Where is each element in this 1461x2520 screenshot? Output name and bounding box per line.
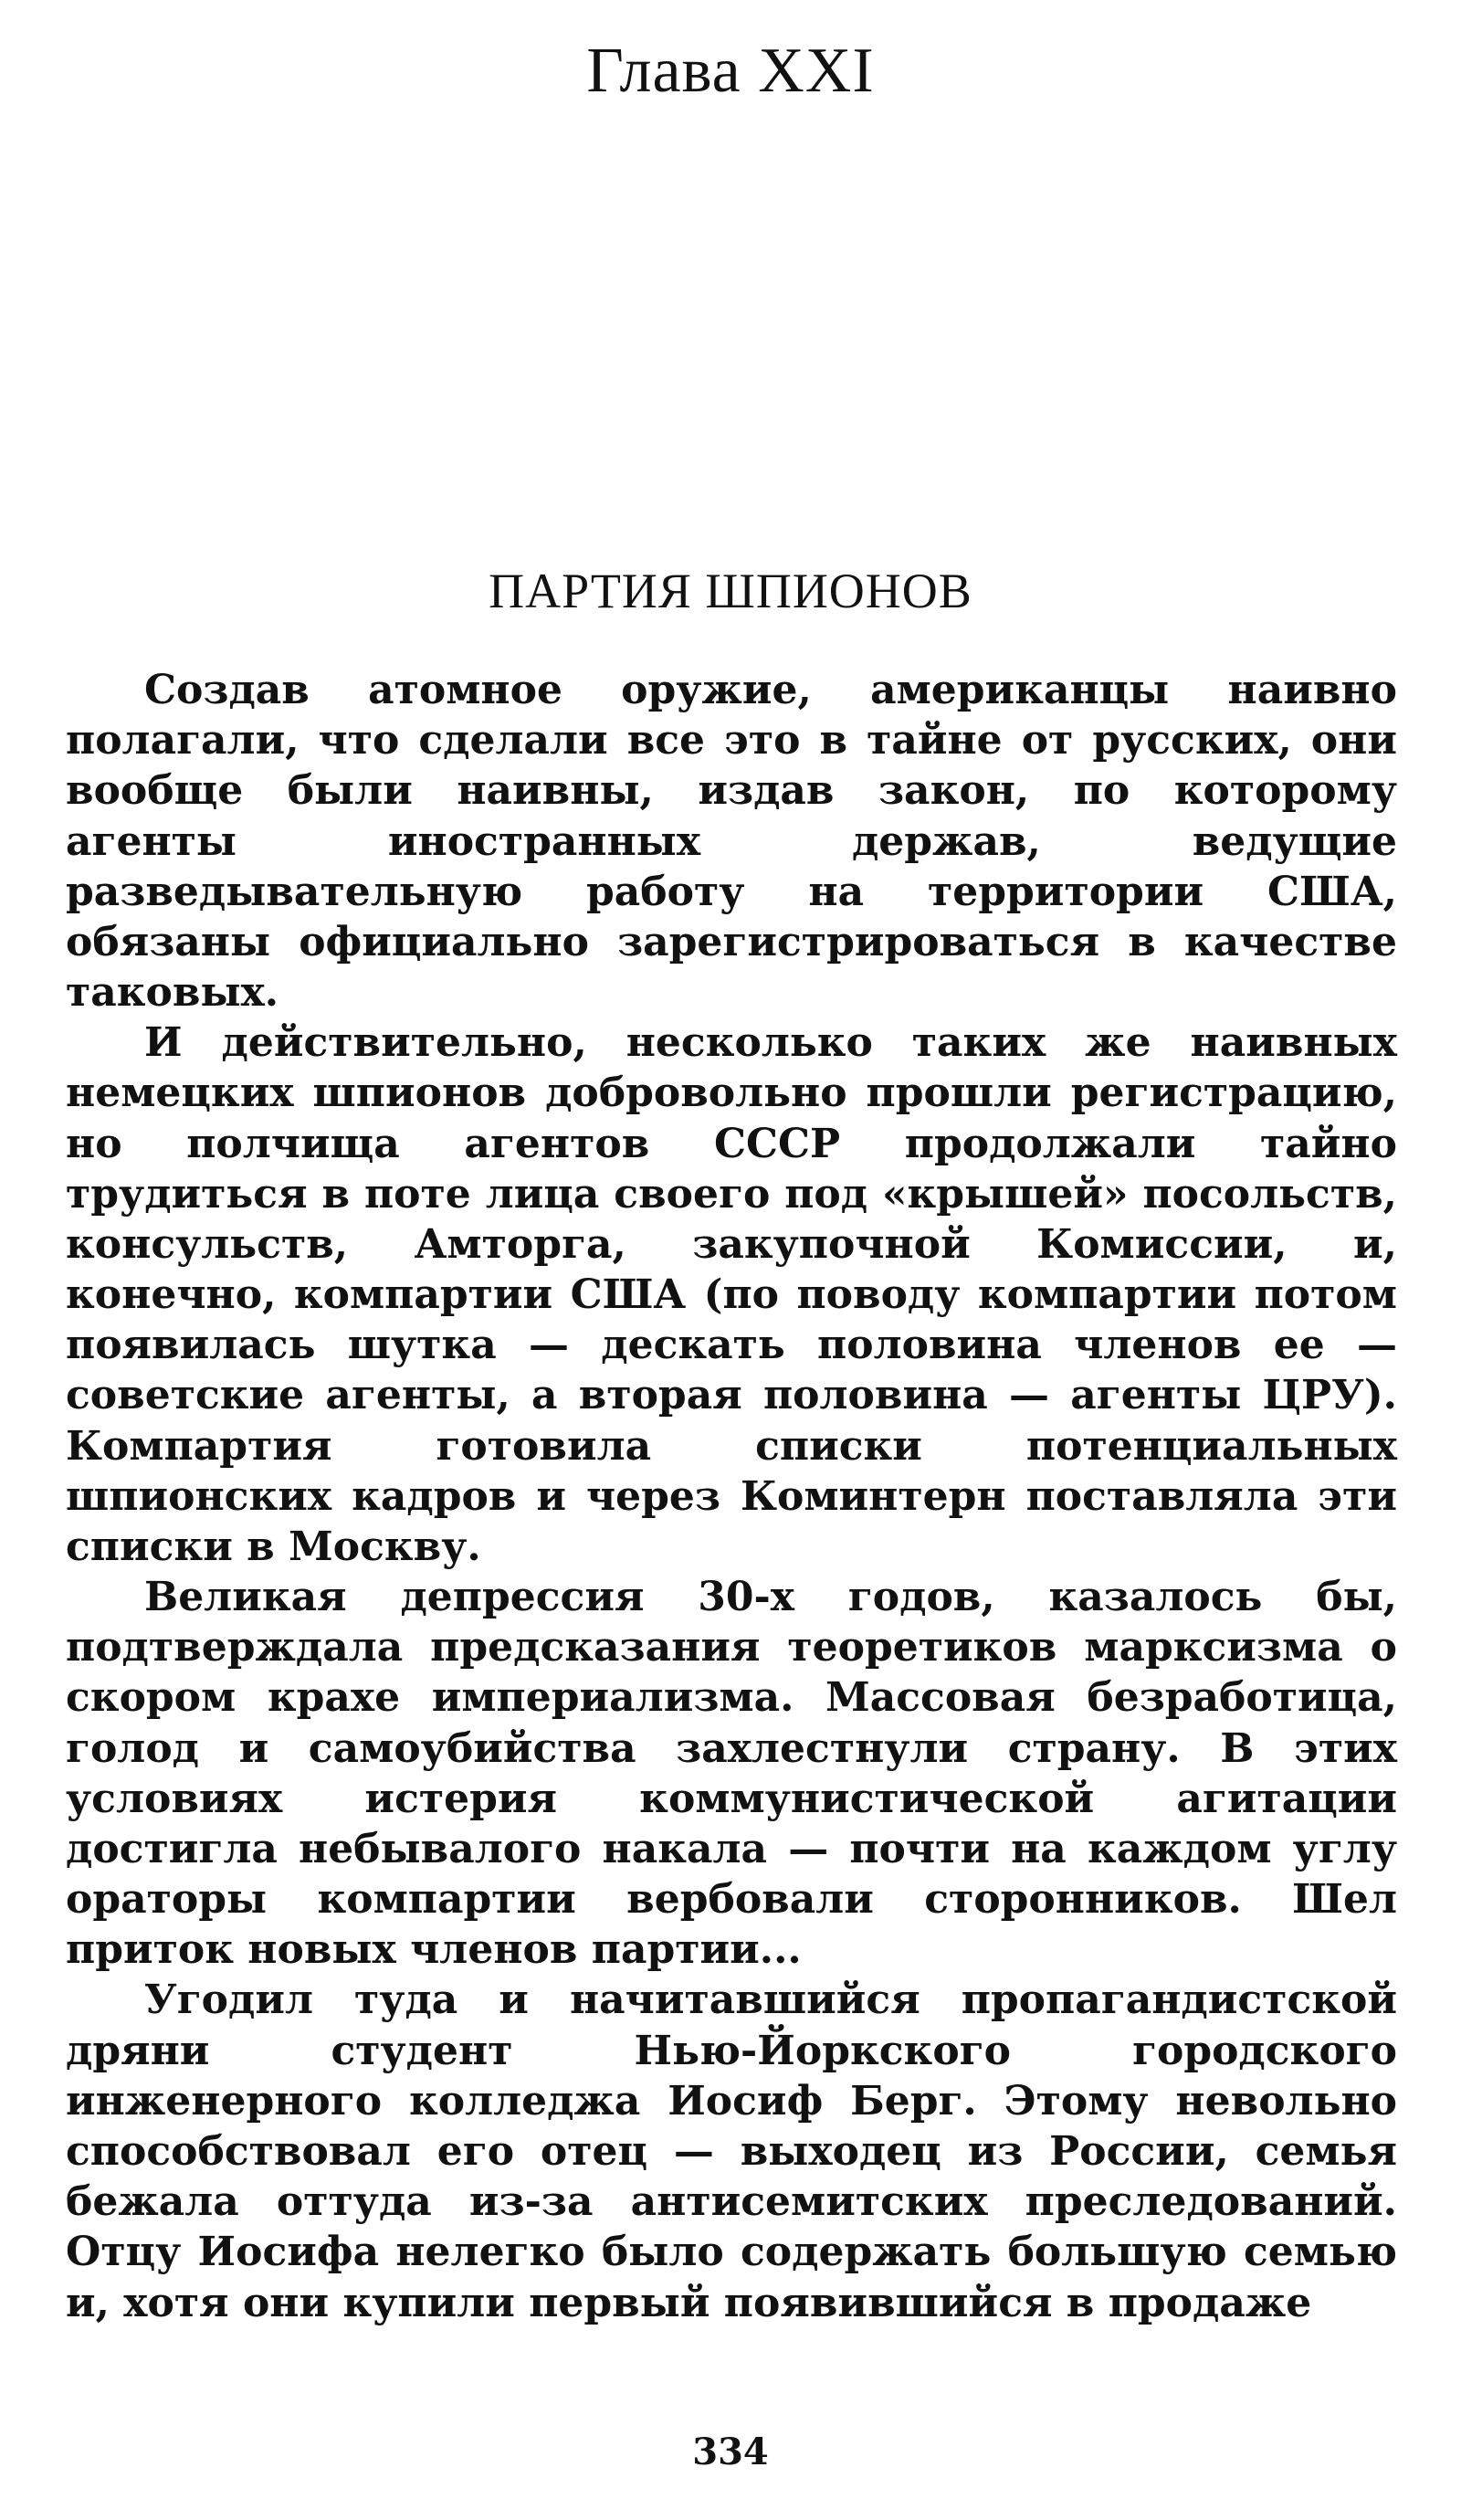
- paragraph-4: Угодил туда и начитавшийся пропагандистской дряни студент Нью-Йоркского городского инженерного колледжа Иосиф Берг. Этому невольно способствовал его отец — выходец из России, семья бежала оттуда из-за антисемитских преследований. Отцу Иосифа нелегко было содержать большую семью и, хотя они купили первый появившийся в продаже: [66, 1977, 1397, 2326]
- body-text: [66, 665, 1397, 2328]
- section-title: ПАРТИЯ ШПИОНОВ: [489, 564, 972, 618]
- paragraph-1: Создав атомное оружие, американцы наивно полагали, что сделали все это в тайне от русских, они вообще были наивны, издав закон, по которому агенты иностранных держав, ведущие разведывательную работу на территории США, обязаны официально зарегистрироваться в качестве таковых.: [66, 667, 1397, 1017]
- page-number: 334: [692, 2430, 769, 2473]
- chapter-title: Глава XXI: [586, 36, 875, 106]
- paragraph-3: Великая депрессия 30-х годов, казалось бы, подтверждала предсказания теоретиков марксизма о скором крахе империализма. Массовая безработица, голод и самоубийства захлестнули страну. В этих условиях истерия коммунистической агитации достигла небывалого накала — почти на каждом углу ораторы компартии вербовали сторонников. Шел приток новых членов партии...: [66, 1574, 1397, 1974]
- paragraph-2: И действительно, несколько таких же наивных немецких шпионов добровольно прошли регистрацию, но полчища агентов СССР продолжали тайно трудиться в поте лица своего под «крышей» посольств, консульств, Амторга, закупочной Комиссии, и, конечно, компартии США (по поводу компартии потом появилась шутка — дескать половина членов ее — советские агенты, а вторая половина — агенты ЦРУ). Компартия готовила списки потенциальных шпионских кадров и через Коминтерн поставляла эти списки в Москву.: [66, 1019, 1397, 1570]
